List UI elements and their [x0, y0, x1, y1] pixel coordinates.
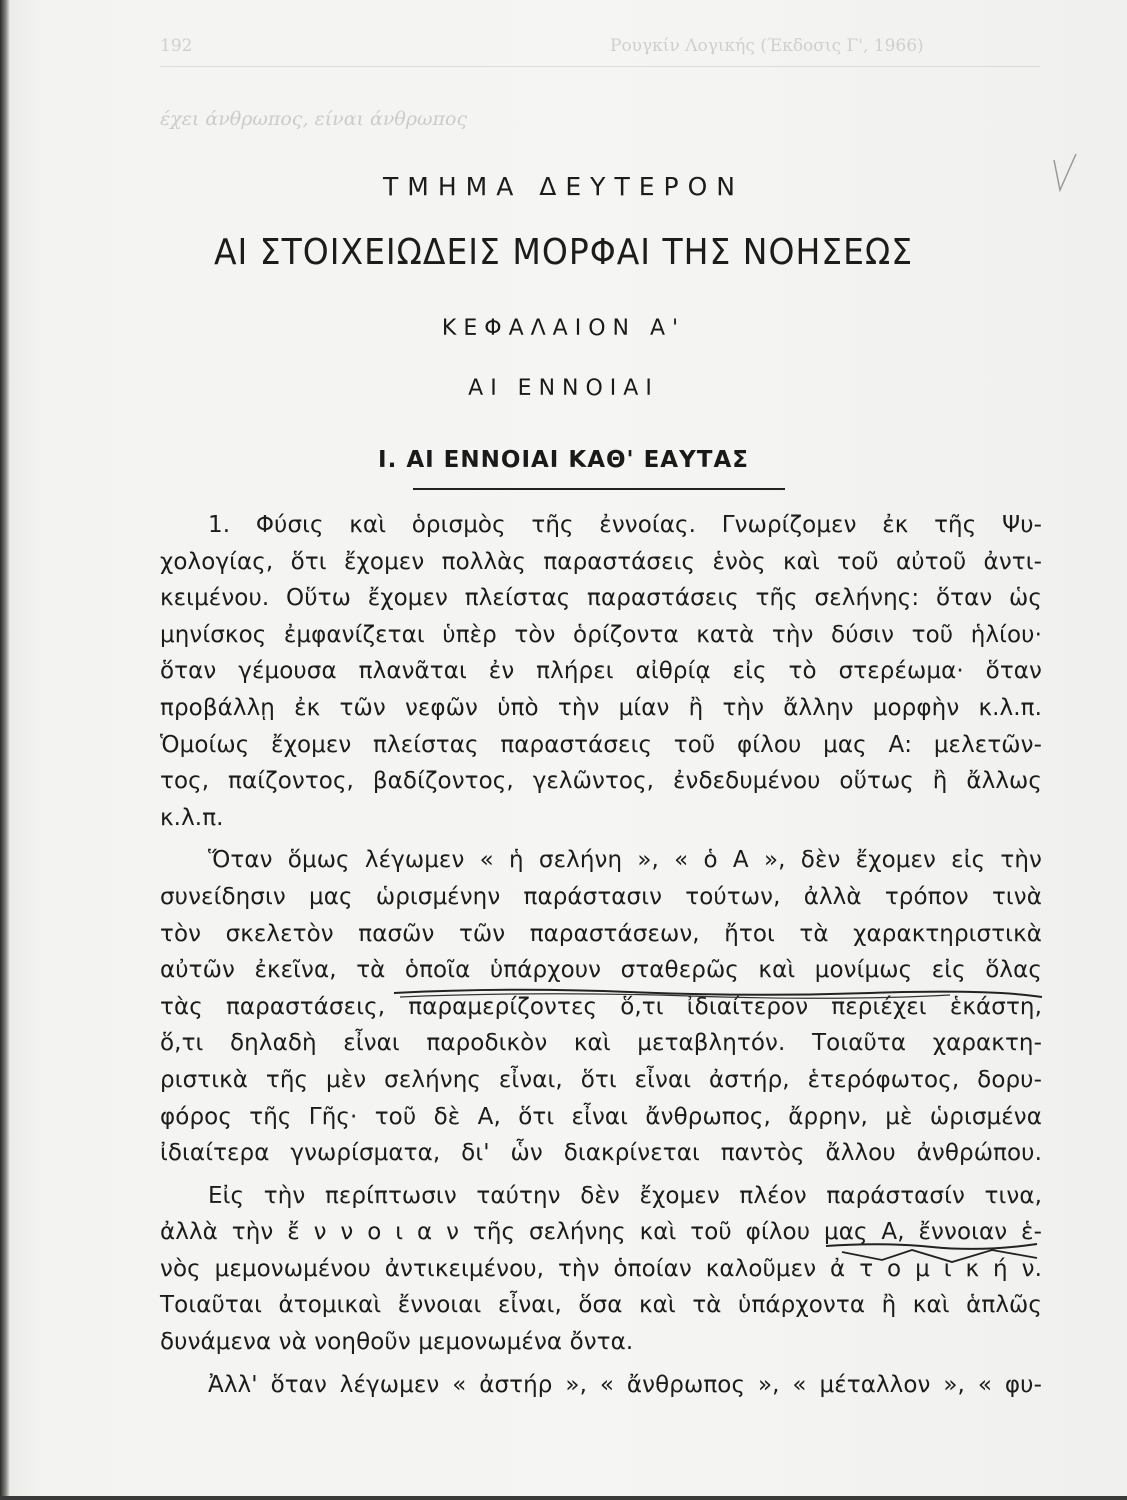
text-line: δυνάμενα νὰ νοηθοῦν μεμονωμένα ὄντα.	[160, 1329, 634, 1356]
text-line: ἀλλὰ τὴν ἔ ν ν ο ι α ν τῆς σελήνης καὶ τοῦ φίλου μας Α, ἔννοιαν ἑ-	[160, 1219, 1042, 1246]
text-line: 1. Φύσις καὶ ὁρισμὸς τῆς ἐννοίας. Γνωρίζομεν ἐκ τῆς Ψυ-	[208, 512, 1042, 538]
text-line: προβάλλῃ ἐκ τῶν νεφῶν ὑπὸ τὴν μίαν ἢ τὴν ἄλλην μορφὴν κ.λ.π.	[160, 694, 1042, 721]
chapter-label: ΚΕΦΑΛΑΙΟΝ Α'	[441, 316, 686, 341]
text-line: κ.λ.π.	[160, 804, 224, 831]
part-title: ΑΙ ΣΤΟΙΧΕΙΩΔΕΙΣ ΜΟΡΦΑΙ ΤΗΣ ΝΟΗΣΕΩΣ	[213, 230, 914, 273]
subsection-title: Ι. ΑΙ ΕΝΝΟΙΑΙ ΚΑΘ' ΕΑΥΤΑΣ	[378, 447, 749, 473]
text-line: Τοιαῦται ἀτομικαὶ ἔννοιαι εἶναι, ὅσα καὶ τὰ ὑπάρχοντα ἢ καὶ ἁπλῶς	[160, 1292, 1042, 1319]
bleed-running-header: Ρουγκίν Λογικής (Έκδοσις Γ', 1966)	[610, 36, 924, 56]
text-line: ριστικὰ τῆς μὲν σελήνης εἶναι, ὅτι εἶναι ἀστήρ, ἑτερόφωτος, δορυ-	[160, 1066, 1042, 1093]
text-line: συνείδησιν μας ὡρισμένην παράστασιν τούτων, ἀλλὰ τρόπον τινὰ	[160, 883, 1042, 910]
chapter-title: ΑΙ ΕΝΝΟΙΑΙ	[468, 376, 659, 401]
text-line: Ἀλλ' ὅταν λέγωμεν « ἀστήρ », « ἄνθρωπος », « μέταλλον », « φυ-	[208, 1371, 1042, 1398]
text-line: μηνίσκος ἐμφανίζεται ὑπὲρ τὸν ὁρίζοντα κατὰ τὴν δύσιν τοῦ ἡλίου·	[160, 621, 1042, 648]
body-text	[160, 507, 1042, 1403]
text-line: τὰς παραστάσεις, παραμερίζοντες ὅ,τι ἰδιαίτερον περιέχει ἑκάστη,	[160, 993, 1042, 1020]
bleed-page-number: 192	[160, 36, 193, 56]
text-line: τος, παίζοντος, βαδίζοντος, γελῶντος, ἐνδεδυμένου οὕτως ἢ ἄλλως	[160, 768, 1042, 795]
page-bottom-edge	[0, 1496, 1127, 1500]
text-line: ἰδιαίτερα γνωρίσματα, δι' ὧν διακρίνεται παντὸς ἄλλου ἀνθρώπου.	[160, 1140, 1042, 1167]
text-line: τὸν σκελετὸν πασῶν τῶν παραστάσεων, ἤτοι τὰ χαρακτηριστικὰ	[160, 920, 1042, 947]
bleed-header-rule	[160, 66, 1040, 67]
text-line: χολογίας, ὅτι ἔχομεν πολλὰς παραστάσεις ἑνὸς καὶ τοῦ αὐτοῦ ἀντι-	[160, 548, 1042, 575]
text-line: αὐτῶν ἐκεῖνα, τὰ ὁποῖα ὑπάρχουν σταθερῶς καὶ μονίμως εἰς ὅλας	[160, 957, 1042, 984]
text-line: φόρος τῆς Γῆς· τοῦ δὲ Α, ὅτι εἶναι ἄνθρωπος, ἄρρην, μὲ ὡρισμένα	[160, 1103, 1042, 1130]
text-line: νὸς μεμονωμένου ἀντικειμένου, τὴν ὁποίαν καλοῦμεν ἀ τ ο μ ι κ ή ν.	[160, 1255, 1042, 1282]
section-label: ΤΜΗΜΑ ΔΕΥΤΕΡΟΝ	[383, 172, 744, 201]
bleed-first-line: έχει άνθρωπος, είναι άνθρωπος	[160, 108, 468, 130]
text-line: κειμένου. Οὕτω ἔχομεν πλείστας παραστάσεις τῆς σελήνης: ὅταν ὡς	[160, 585, 1042, 612]
text-line: ὅταν γέμουσα πλανᾶται ἐν πλήρει αἰθρίᾳ εἰς τὸ στερέωμα· ὅταν	[160, 658, 1042, 685]
text-line: Εἰς τὴν περίπτωσιν ταύτην δὲν ἔχομεν πλέον παράστασίν τινα,	[208, 1182, 1042, 1209]
subsection-underline	[413, 488, 785, 490]
spine-shadow	[0, 0, 10, 1500]
text-line: Ὁμοίως ἔχομεν πλείστας παραστάσεις τοῦ φίλου μας Α: μελετῶν-	[160, 731, 1042, 758]
text-line: Ὅταν ὅμως λέγωμεν « ἡ σελήνη », « ὁ Α », δὲν ἔχομεν εἰς τὴν	[208, 847, 1042, 874]
text-line: ὅ,τι δηλαδὴ εἶναι παροδικὸν καὶ μεταβλητόν. Τοιαῦτα χαρακτη-	[160, 1030, 1042, 1057]
